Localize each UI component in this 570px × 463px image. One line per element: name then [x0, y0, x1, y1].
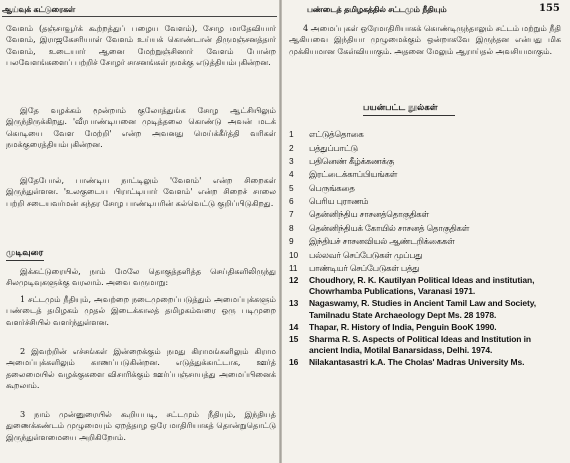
conclusion-intro: இக்கட்டுரையில், நாம் மேலே தொகுத்தளித்த செய்திகளிலிருந்து சிலமுடிவுகளுக்கு வரலாம். அவை வருமாறு:: [6, 266, 276, 288]
conclusion-heading-underline: [6, 260, 44, 261]
reference-item: [289, 298, 561, 320]
reference-number: 6: [289, 196, 294, 207]
reference-text: தென்னிந்தியக் கோயில் சாசனத் தொகுதிகள்: [309, 222, 470, 233]
reference-text: Sharma R. S. Aspects of Political Ideas and Institution in ancient India, Motilal Banarsidass, Delhi. 1974.: [309, 333, 532, 355]
reference-number: 2: [289, 142, 294, 153]
reference-text: பல்லவர் செப்பேடுகள் முப்பது: [309, 249, 423, 260]
reference-number: 7: [289, 209, 294, 220]
reference-text: பத்துப்பாட்டு: [309, 142, 358, 153]
reference-item: [289, 222, 561, 235]
left-paragraph-2: இதே வழக்கம் மூன்றாம் குலோத்துங்க சோழ ஆட்சியிலும் இருந்திருக்கிறது. 'வீரபாண்டியனை முடித்தலை கொண்டு அவன் மடக் கொடியை வேள மேற்றி' என்ற அவனது மெய்க்கீர்த்தி வரிகள் நமக்குரைத்தியம்புகின்றன.: [6, 105, 276, 150]
reference-number: 16: [289, 356, 299, 367]
page-number: 155: [539, 3, 560, 14]
reference-item: [289, 322, 561, 333]
reference-number: 11: [289, 263, 298, 274]
right-running-head: பண்டைத் தமிழகத்தில் சட்டமும் நீதியும்: [307, 4, 447, 14]
left-paragraph-3: இதேபோல், பாண்டிய நாட்டிலும் 'வேளம்' என்ற சிறைகள் இருந்துள்ளன. 'உலகுடைய பிராட்டியார் வேளம்' என்ற சிறைச் சாலை பற்றி சடையவர்மன் சுந்தர சோழ பாண்டியரின் கல்வெட்டு குறிப்பிடுகிறது.: [6, 175, 276, 208]
reference-item: [289, 195, 561, 208]
reference-text: இரட்டைக்காப்பியங்கள்: [309, 169, 398, 180]
reference-text: பாண்டியர் செப்பேடுகள் பத்து: [309, 263, 420, 274]
left-running-head: ஆய்வுக் கட்டுரைகள்: [2, 4, 75, 14]
reference-number: 5: [289, 182, 294, 193]
reference-text: Nilakantasastri k.A. The Cholas' Madras University Ms.: [309, 356, 525, 367]
left-paragraph-1: வேளம் (தஞ்சாவூர்க் கூற்றத்துப் பழைய வேளம்), சோழ மாதேவியார் வேளம், இராஜகேசரியாள் வேளம் உய்யக் கொண்டான் திருமஞ்சனத்தார் வேளம், உடையார் ஆனை மேற்றுஞ்சினார் வேளம் போன்ற பலவேளங்களைப் பற்றிச் சோழர் சாசனங்கள் நமக்கு எடுத்தியம்புகின்றன.: [6, 23, 276, 68]
reference-number: 3: [289, 155, 294, 166]
reference-number: 1: [289, 129, 294, 140]
conclusion-heading: முடிவுரை: [6, 248, 44, 258]
reference-number: 15: [289, 333, 299, 344]
reference-text: இந்தியச் சாசனவியல் ஆண்டறிக்கைகள்: [309, 236, 455, 247]
reference-item: [289, 334, 561, 356]
bibliography-heading-underline: [363, 115, 455, 116]
reference-number: 12: [289, 275, 299, 286]
bibliography-list: [289, 128, 561, 369]
reference-item: [289, 155, 561, 168]
reference-text: பெருங்கதை: [309, 182, 355, 193]
reference-item: [289, 262, 561, 275]
reference-text: எட்டுத்தொகை: [309, 129, 364, 140]
reference-item: [289, 208, 561, 221]
reference-item: [289, 249, 561, 262]
reference-text: Choudhory, R. K. Kautilyan Political Ideas and institutian, Chowrhamba Publications, Varanasi 1971.: [309, 275, 535, 297]
reference-item: [289, 182, 561, 195]
reference-item: [289, 128, 561, 141]
reference-text: தென்னிந்திய சாசனத்தொகுதிகள்: [309, 209, 429, 220]
reference-item: [289, 168, 561, 181]
reference-number: 9: [289, 236, 294, 247]
conclusion-point-3: 3 நாம் முன்னுரையில் கூறியபடி, சட்டமும் நீதியும், இந்தியத் துணைக்கண்டம் முழுமையும் ஏறத்தாழ ஒரே மாதிரியாகத் தொன்றுதொட்டு இருந்துள்ளமையை அறிகிறோம்.: [6, 409, 276, 442]
conclusion-point-2: 2 இவற்றின் எச்சங்கள் இன்றைக்கும் நமது கிராமங்களிலும் கிராம அமைப்புக்களிலும் காணப்படுகின்றன. எடுத்துக்காட்டாக, ஊர்த் தலைமையில் வழக்குகளை விசாரிக்கும் ஊர்ப்பஞ்சாயத்து அமைப்பினைக் கூறலாம்.: [6, 346, 276, 391]
conclusion-point-1: 1 சட்டமும் நீதியும், அவற்றை நடைமுறைப்படுத்தும் அமைப்புக்களும் பண்டைத் தமிழகம் முதல் இடைக்காலத் தமிழகம்வரை ஒரு படிமுறை வளர்ச்சியில் வளர்ந்துள்ளன.: [6, 294, 276, 327]
reference-text: பெரிய புராணம்: [309, 196, 369, 207]
bibliography-heading: பயன்பட்ட நூல்கள்: [363, 103, 438, 113]
reference-number: 13: [289, 298, 299, 309]
left-header-rule: [2, 16, 277, 17]
reference-number: 8: [289, 222, 294, 233]
reference-text: பதினெண் கீழ்க்கணக்கு: [309, 155, 394, 166]
reference-text: Nagaswamy, R. Studies in Ancient Tamil Law and Society, Tamilnadu State Archaeology Dept Ms. 28 1978.: [309, 298, 537, 320]
reference-item: [289, 235, 561, 248]
reference-number: 14: [289, 321, 299, 332]
reference-item: [289, 275, 561, 297]
reference-item: [289, 141, 561, 154]
reference-item: [289, 357, 561, 368]
conclusion-point-4: 4 அமைப்புகள் ஒரேமாதிரியாகக் கொண்டிருந்தாலும் சட்டம் மற்றும் நீதி ஆகியவை இந்தியா முழுமைக்கும் ஒன்றாகவே இருந்தன என்பது மிக முக்கியமான கேள்வியாகும். அதனை மேலும் ஆராய்தல் அவசியமாகும்.: [289, 23, 561, 56]
reference-text: Thapar, R. History of India, Penguin BooK 1990.: [309, 321, 497, 332]
right-page: [281, 0, 570, 463]
left-page: [0, 0, 281, 463]
reference-number: 4: [289, 169, 294, 180]
reference-number: 10: [289, 249, 299, 260]
